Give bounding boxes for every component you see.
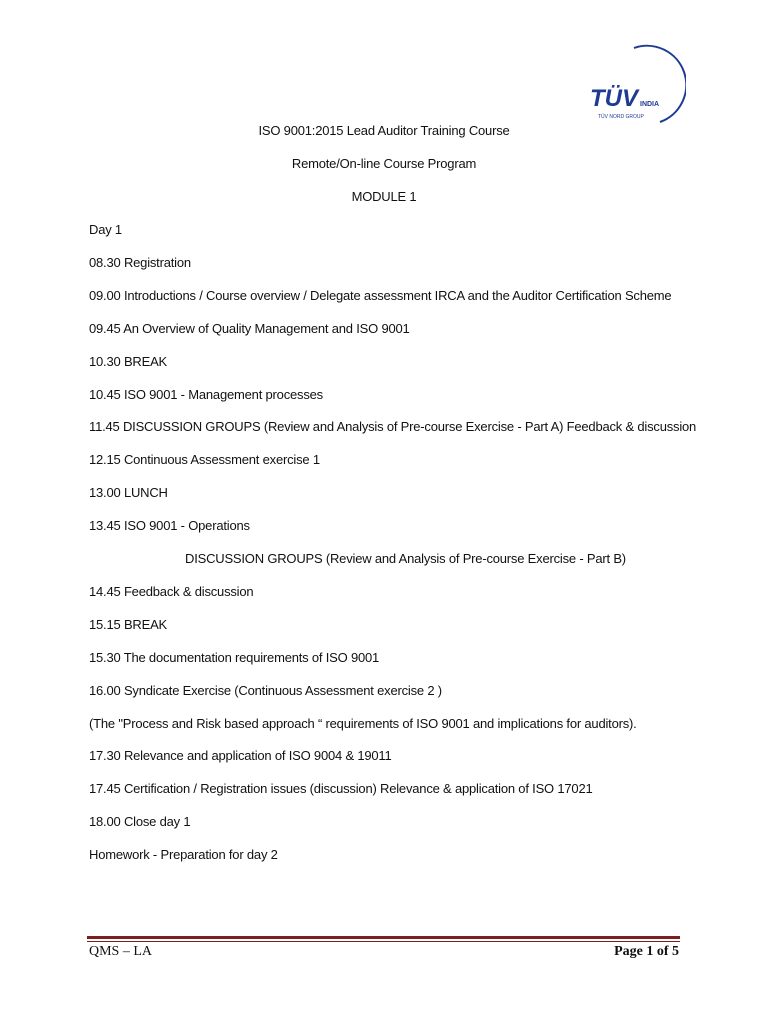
schedule-line: 15.30 The documentation requirements of ISO 9001 xyxy=(89,650,380,665)
schedule-line: 10.45 ISO 9001 - Management processes xyxy=(89,387,323,402)
schedule-line: 10.30 BREAK xyxy=(89,354,168,369)
footer-divider xyxy=(87,936,680,939)
tuv-india-logo xyxy=(586,44,686,134)
schedule-line: 09.45 An Overview of Quality Management and ISO 9001 xyxy=(89,321,410,336)
schedule-line: 08.30 Registration xyxy=(89,255,191,270)
schedule-line: 14.45 Feedback & discussion xyxy=(89,584,254,599)
document-title: ISO 9001:2015 Lead Auditor Training Course xyxy=(258,123,510,138)
schedule-line: 15.15 BREAK xyxy=(89,617,168,632)
schedule-line: 09.00 Introductions / Course overview / Delegate assessment IRCA and the Auditor Certification Scheme xyxy=(89,288,672,303)
schedule-line: 17.45 Certification / Registration issues (discussion) Relevance & application of ISO 17021 xyxy=(89,781,593,796)
schedule-line: 17.30 Relevance and application of ISO 9004 & 19011 xyxy=(89,748,392,763)
schedule-line: 13.45 ISO 9001 - Operations xyxy=(89,518,250,533)
logo-brand: TÜV xyxy=(590,85,638,112)
footer-divider-thin xyxy=(87,941,680,942)
document-subtitle: Remote/On-line Course Program xyxy=(291,156,477,171)
schedule-line: 16.00 Syndicate Exercise (Continuous Assessment exercise 2 ) xyxy=(89,683,442,698)
schedule-line: Day 1 xyxy=(89,222,122,237)
schedule-line: 18.00 Close day 1 xyxy=(89,814,191,829)
schedule-line: 12.15 Continuous Assessment exercise 1 xyxy=(89,452,320,467)
module-heading: MODULE 1 xyxy=(351,189,417,204)
schedule-line: DISCUSSION GROUPS (Review and Analysis of Pre-course Exercise - Part B) xyxy=(185,551,626,566)
logo-sub: INDIA xyxy=(640,101,660,108)
logo-group: TÜV NORD GROUP xyxy=(598,114,644,120)
schedule-line: Homework - Preparation for day 2 xyxy=(89,847,278,862)
footer-page-number: Page 1 of 5 xyxy=(614,944,679,959)
schedule-line: (The "Process and Risk based approach “ requirements of ISO 9001 and implications for auditors). xyxy=(89,716,637,731)
schedule-line: 13.00 LUNCH xyxy=(89,485,168,500)
footer-doc-code: QMS – LA xyxy=(89,944,153,959)
schedule-line: 11.45 DISCUSSION GROUPS (Review and Analysis of Pre-course Exercise - Part A) Feedback & discussion xyxy=(89,419,697,434)
